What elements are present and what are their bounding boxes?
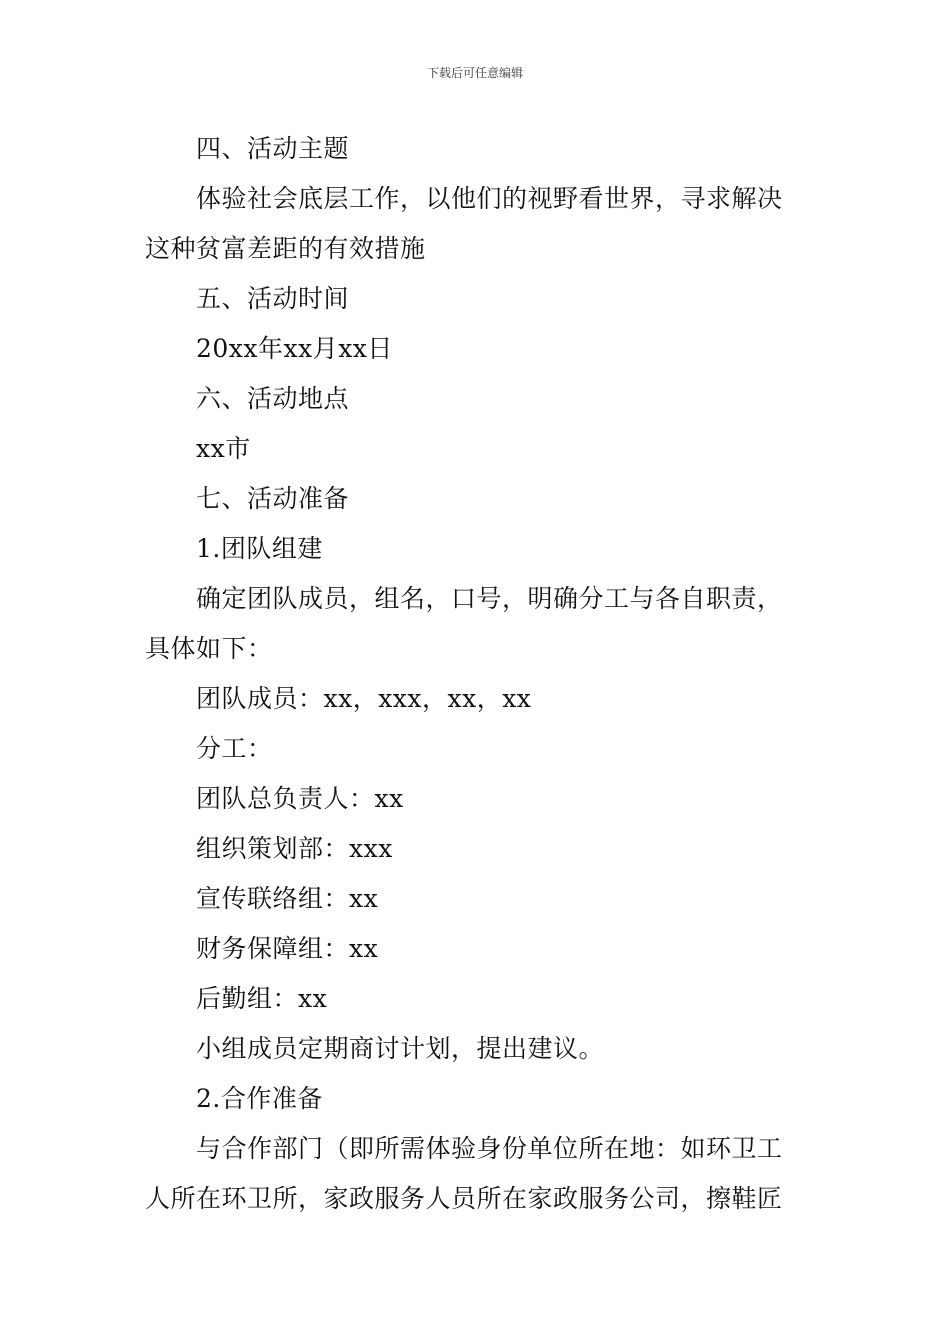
subsection-heading-team: 1.团队组建 [196,534,323,563]
paragraph-line: xx市 [196,434,251,463]
paragraph-line: 小组成员定期商讨计划，提出建议。 [196,1034,605,1063]
paragraph-line: 确定团队成员，组名，口号，明确分工与各自职责， [196,584,783,613]
subsection-heading-cooperation: 2.合作准备 [196,1084,323,1113]
paragraph-line: 20xx年xx月xx日 [196,334,393,363]
paragraph-line: 财务保障组：xx [196,934,379,963]
paragraph-line: 人所在环卫所，家政服务人员所在家政服务公司，擦鞋匠 [145,1184,783,1213]
paragraph-line: 分工： [196,734,273,763]
paragraph-line: 后勤组：xx [196,984,328,1013]
paragraph-line: 这种贫富差距的有效措施 [145,234,426,263]
document-body [145,124,810,1224]
page-header: 下载后可任意编辑 [426,66,523,80]
section-heading-preparation: 七、活动准备 [196,484,350,513]
paragraph-line: 宣传联络组：xx [196,884,379,913]
paragraph-line: 组织策划部：xxx [196,834,393,863]
paragraph-line: 具体如下： [145,634,273,663]
paragraph-line: 团队成员：xx，xxx，xx，xx [196,684,532,713]
section-heading-theme: 四、活动主题 [196,134,350,163]
section-heading-time: 五、活动时间 [196,284,350,313]
paragraph-line: 体验社会底层工作，以他们的视野看世界，寻求解决 [196,184,783,213]
paragraph-line: 团队总负责人：xx [196,784,404,813]
section-heading-location: 六、活动地点 [196,384,350,413]
paragraph-line: 与合作部门（即所需体验身份单位所在地：如环卫工 [196,1134,783,1163]
